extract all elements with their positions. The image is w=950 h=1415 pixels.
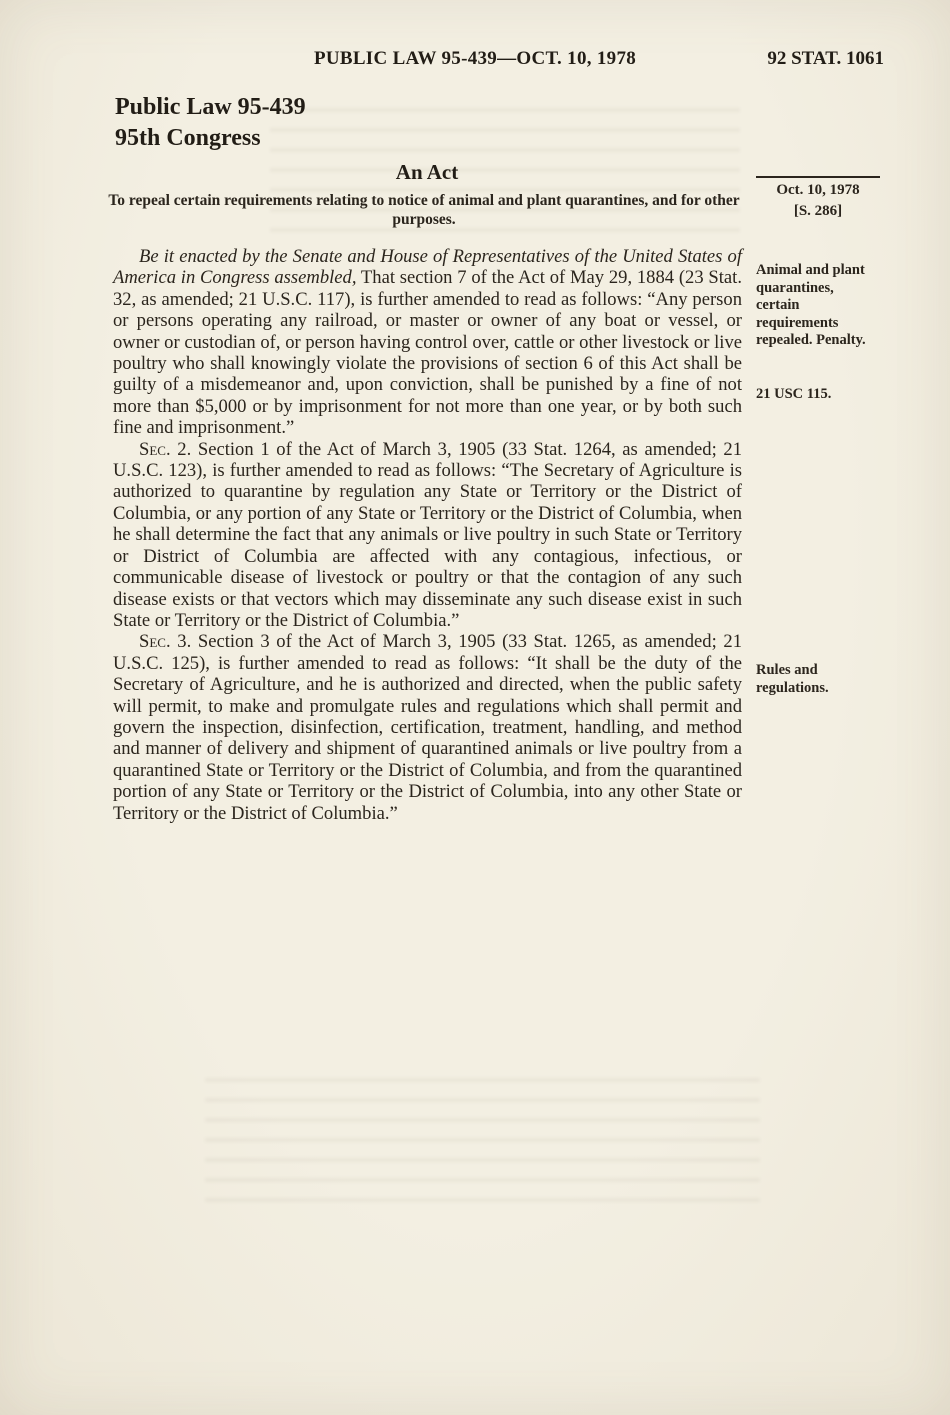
statutes-at-large-citation: 92 STAT. 1061 [767,48,884,69]
margin-note-bill-number: [S. 286] [793,203,843,219]
section-1-paragraph [113,246,742,439]
public-law-number: Public Law 95-439 [115,94,306,120]
act-purpose-statement: To repeal certain requirements relating to notice of animal and plant quarantines, and for other purposes. [108,192,740,228]
margin-note-date: Oct. 10, 1978 [756,176,880,200]
margin-note-rules-regulations: Rules and regulations. [756,662,829,696]
statute-body [113,246,742,824]
section-2-label: Sec. 2. [139,438,192,460]
ink-bleed-ghost-bottom [205,1078,760,1206]
section-2-text: Section 1 of the Act of March 3, 1905 (33 Stat. 1264, as amended; 21 U.S.C. 123), is further amended to read as follows: “The Secretary of Agriculture is authorized to quarantine by regulation any State or Territory or the District of Columbia, or any portion of any State or Territory or the District of Columbia, when he shall determine the fact that any animals or live poultry in such State or Territory or District of Columbia are affected with any contagious, infectious, or communicable disease of livestock or poultry or that the contagion of any such disease exists or that vectors which may disseminate any such disease exist in such State or Territory or the District of Columbia.” [113,438,742,631]
section-3-paragraph [113,631,742,824]
running-header-title: PUBLIC LAW 95-439—OCT. 10, 1978 [313,48,637,69]
enacting-clause: Be it enacted by the Senate and House of Representatives of the United States of America in Congress assembled, [113,246,742,289]
congress-label: 95th Congress [115,125,261,151]
section-3-label: Sec. 3. [139,631,192,653]
margin-note-usc-citation: 21 USC 115. [756,386,832,402]
an-act-heading: An Act [395,160,459,184]
section-1-text: That section 7 of the Act of May 29, 1884 (23 Stat. 32, as amended; 21 U.S.C. 117), is further amended to read as follows: “Any person or persons operating any railroad, or master or owner of any boat or vessel, or owner or custodian of, or person having control over, cattle or other livestock or live poultry who shall knowingly violate the provisions of section 6 of this Act shall be guilty of a misdemeanor and, upon conviction, shall be punished by a fine of not more than $5,000 or by imprisonment for not more than one year, or by both such fine and imprisonment.” [113,267,742,439]
margin-note-quarantines: Animal and plant quarantines, certain requirements repealed. Penalty. [756,262,866,348]
section-2-paragraph [113,439,742,632]
section-3-text: Section 3 of the Act of March 3, 1905 (33 Stat. 1265, as amended; 21 U.S.C. 125), is further amended to read as follows: “It shall be the duty of the Secretary of Agriculture, and he is authorized and directed, when the public safety will permit, to make and promulgate rules and regulations which shall permit and govern the inspection, disinfection, certification, treatment, handling, and method and manner of delivery and shipment of quarantined animals or live poultry from a quarantined State or Territory or the District of Columbia, and from the quarantined portion of any State or Territory or the District of Columbia, into any other State or Territory or the District of Columbia.” [113,631,742,824]
